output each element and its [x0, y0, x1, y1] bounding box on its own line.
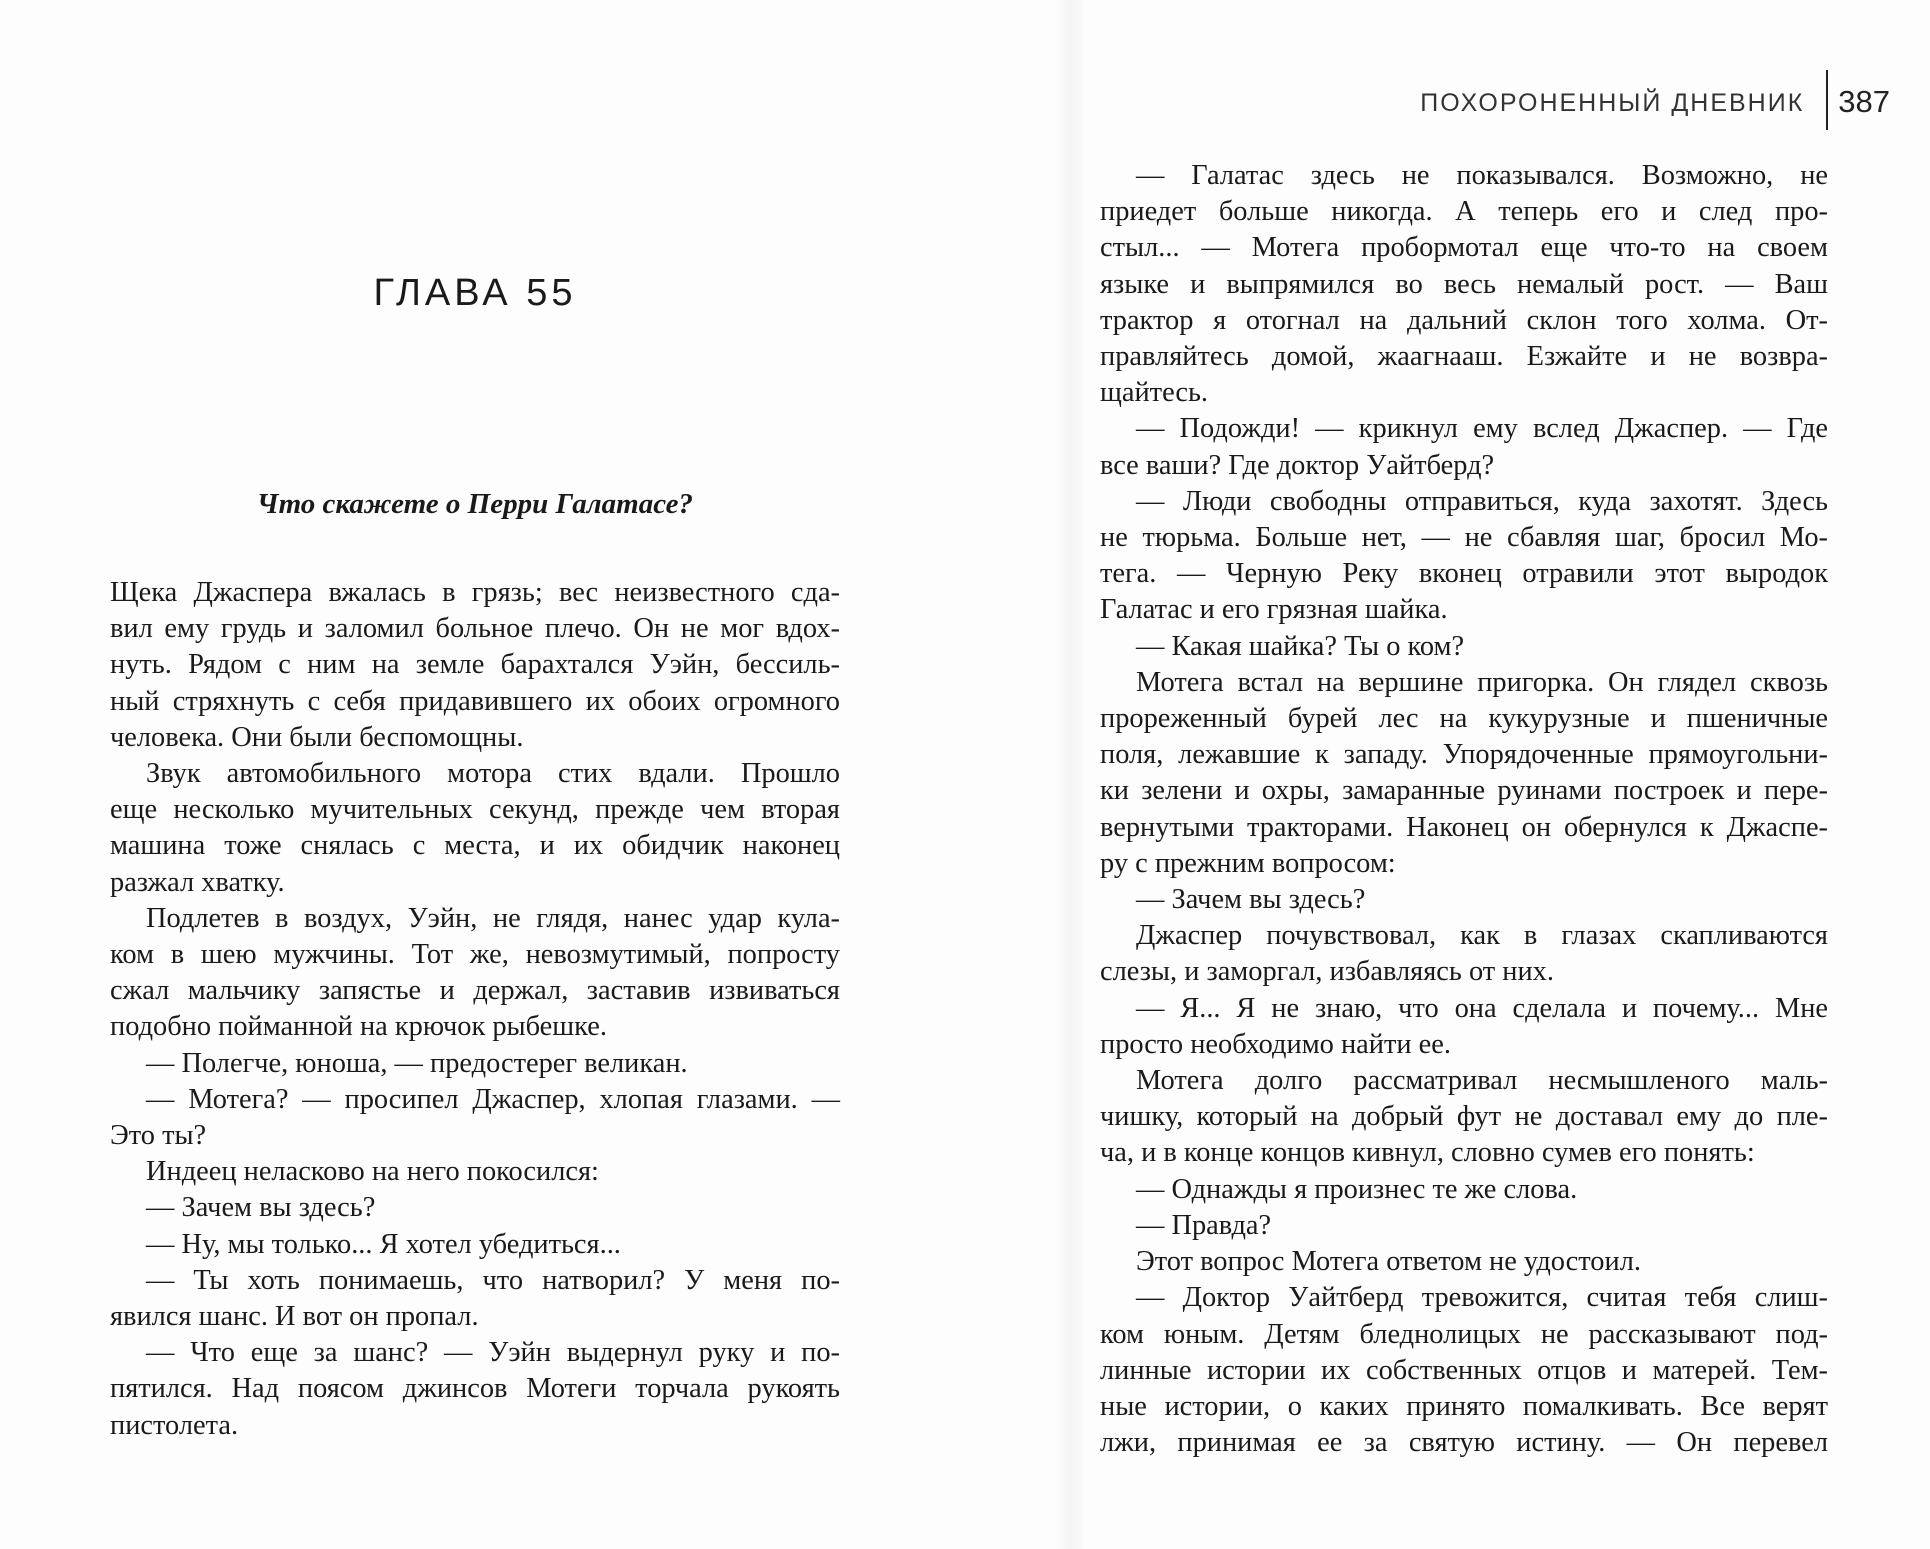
- paragraph: [110, 1227, 840, 1263]
- text-line: чишку, который на добрый фут не доставал ему до пле-: [1100, 1101, 1828, 1133]
- text-line: Джаспер почувствовал, как в глазах скапливаются: [1136, 920, 1828, 952]
- text-line: Этот вопрос Мотега ответом не удостоил.: [1136, 1246, 1641, 1278]
- paragraph: [1100, 1208, 1828, 1244]
- paragraph: [110, 1154, 840, 1190]
- text-line: пятился. Над поясом джинсов Мотеги торчала рукоять: [110, 1373, 840, 1405]
- text-line: ча, и в конце концов кивнул, словно сумев его понять:: [1100, 1137, 1755, 1169]
- paragraph: [110, 1082, 840, 1154]
- text-line: просто необходимо найти ее.: [1100, 1028, 1451, 1060]
- text-line: — Люди свободны отправиться, куда захотят. Здесь: [1136, 485, 1828, 517]
- text-line: ком юным. Детям бледнолицых не рассказывают под-: [1100, 1318, 1828, 1350]
- paragraph: [110, 575, 840, 756]
- page-number: 387: [1838, 84, 1890, 119]
- paragraph: [1100, 1172, 1828, 1208]
- text-line: — Подожди! — крикнул ему вслед Джаспер. — Где: [1136, 413, 1828, 445]
- left-page-text: [110, 575, 840, 1444]
- paragraph: [110, 1335, 840, 1444]
- paragraph: [1100, 918, 1828, 990]
- text-line: нуть. Рядом с ним на земле барахтался Уэйн, бессиль-: [110, 649, 840, 681]
- text-line: — Мотега? — просипел Джаспер, хлопая глазами. —: [146, 1083, 840, 1115]
- paragraph: [110, 1190, 840, 1226]
- paragraph: [1100, 411, 1828, 483]
- text-line: Мотега долго рассматривал несмышленого маль-: [1136, 1065, 1828, 1097]
- paragraph: [1100, 1244, 1828, 1280]
- running-title: ПОХОРОНЕННЫЙ ДНЕВНИК: [1420, 88, 1805, 117]
- text-line: правляйтесь домой, жаагнааш. Езжайте и не возвра-: [1100, 341, 1828, 373]
- text-line: — Доктор Уайтберд тревожится, считая тебя слиш-: [1136, 1282, 1828, 1314]
- text-line: — Я... Я не знаю, что она сделала и почему... Мне: [1136, 992, 1828, 1024]
- paragraph: [1100, 665, 1828, 882]
- paragraph: [1100, 991, 1828, 1063]
- page-gutter: [1055, 0, 1085, 1549]
- text-line: вил ему грудь и заломил больное плечо. Он не мог вдох-: [110, 613, 840, 645]
- text-line: поля, лежавшие к западу. Упорядоченные прямоугольни-: [1100, 739, 1828, 771]
- text-line: разжал хватку.: [110, 866, 285, 898]
- paragraph: [110, 1263, 840, 1335]
- running-header: [1420, 70, 1890, 130]
- text-line: линные истории их собственных отцов и матерей. Тем-: [1100, 1354, 1828, 1386]
- text-line: — Что еще за шанс? — Уэйн выдернул руку и по-: [146, 1337, 840, 1369]
- text-line: Звук автомобильного мотора стих вдали. Прошло: [146, 758, 840, 790]
- text-line: ком в шею мужчины. Тот же, невозмутимый, попросту: [110, 939, 840, 971]
- text-line: приедет больше никогда. А теперь его и след про-: [1100, 196, 1828, 228]
- paragraph: [1100, 1280, 1828, 1461]
- paragraph: [110, 1046, 840, 1082]
- text-line: Галатас и его грязная шайка.: [1100, 594, 1448, 626]
- text-line: тега. — Черную Реку вконец отравили этот выродок: [1100, 558, 1828, 590]
- text-line: языке и выпрямился во весь немалый рост. — Ваш: [1100, 268, 1828, 300]
- paragraph: [110, 756, 840, 901]
- text-line: ные истории, о каких принято помалкивать. Все верят: [1100, 1390, 1828, 1422]
- text-line: — Зачем вы здесь?: [1136, 884, 1366, 916]
- text-line: не тюрьма. Больше нет, — не сбавляя шаг, бросил Мо-: [1100, 522, 1828, 554]
- text-line: — Однажды я произнес те же слова.: [1136, 1173, 1578, 1205]
- text-line: — Правда?: [1136, 1209, 1272, 1241]
- paragraph: [1100, 629, 1828, 665]
- paragraph: [110, 901, 840, 1046]
- text-line: лжи, принимая ее за святую истину. — Он перевел: [1100, 1427, 1828, 1459]
- chapter-title: ГЛАВА 55: [373, 272, 577, 314]
- paragraph: [1100, 882, 1828, 918]
- text-line: Индеец неласково на него покосился:: [146, 1156, 599, 1188]
- text-line: — Ну, мы только... Я хотел убедиться...: [146, 1228, 621, 1260]
- paragraph: [1100, 1063, 1828, 1172]
- text-line: — Полегче, юноша, — предостерег великан.: [146, 1047, 688, 1079]
- text-line: слезы, и заморгал, избавляясь от них.: [1100, 956, 1554, 988]
- text-line: — Ты хоть понимаешь, что натворил? У меня по-: [146, 1264, 840, 1296]
- text-line: Щека Джаспера вжалась в грязь; вес неизвестного сда-: [110, 577, 840, 608]
- text-line: человека. Они были беспомощны.: [110, 721, 524, 753]
- text-line: трактор я отогнал на дальний склон того холма. От-: [1100, 304, 1828, 336]
- text-line: ки зелени и охры, замаранные руинами построек и пере-: [1100, 775, 1828, 807]
- text-line: пистолета.: [110, 1409, 239, 1441]
- text-line: Это ты?: [110, 1120, 207, 1152]
- text-line: ный стряхнуть с себя придавившего их обоих огромного: [110, 685, 840, 717]
- text-line: сжал мальчику запястье и держал, заставив извиваться: [110, 975, 840, 1007]
- text-line: ру с прежним вопросом:: [1100, 847, 1396, 879]
- text-line: еще несколько мучительных секунд, прежде чем вторая: [110, 794, 840, 826]
- text-line: подобно пойманной на крючок рыбешке.: [110, 1011, 607, 1043]
- text-line: Мотега встал на вершине пригорка. Он глядел сквозь: [1136, 666, 1828, 698]
- text-line: Подлетев в воздух, Уэйн, не глядя, нанес удар кула-: [146, 902, 840, 934]
- paragraph: [1100, 484, 1828, 629]
- text-line: прореженный бурей лес на кукурузные и пшеничные: [1100, 703, 1828, 735]
- paragraph: [1100, 158, 1828, 411]
- text-line: — Какая шайка? Ты о ком?: [1136, 630, 1465, 662]
- right-page-text: [1100, 158, 1828, 1461]
- text-line: вернутыми тракторами. Наконец он обернулся к Джаспе-: [1100, 811, 1828, 843]
- chapter-epigraph: Что скажете о Перри Галатасе?: [256, 488, 694, 520]
- text-line: — Зачем вы здесь?: [146, 1192, 376, 1224]
- text-line: щайтесь.: [1100, 377, 1209, 409]
- text-line: машина тоже снялась с места, и их обидчик наконец: [110, 830, 840, 862]
- text-line: явился шанс. И вот он пропал.: [110, 1301, 479, 1333]
- text-line: — Галатас здесь не показывался. Возможно, не: [1136, 160, 1828, 191]
- text-line: стыл... — Мотега пробормотал еще что-то на своем: [1100, 232, 1828, 264]
- text-line: все ваши? Где доктор Уайтберд?: [1100, 449, 1495, 481]
